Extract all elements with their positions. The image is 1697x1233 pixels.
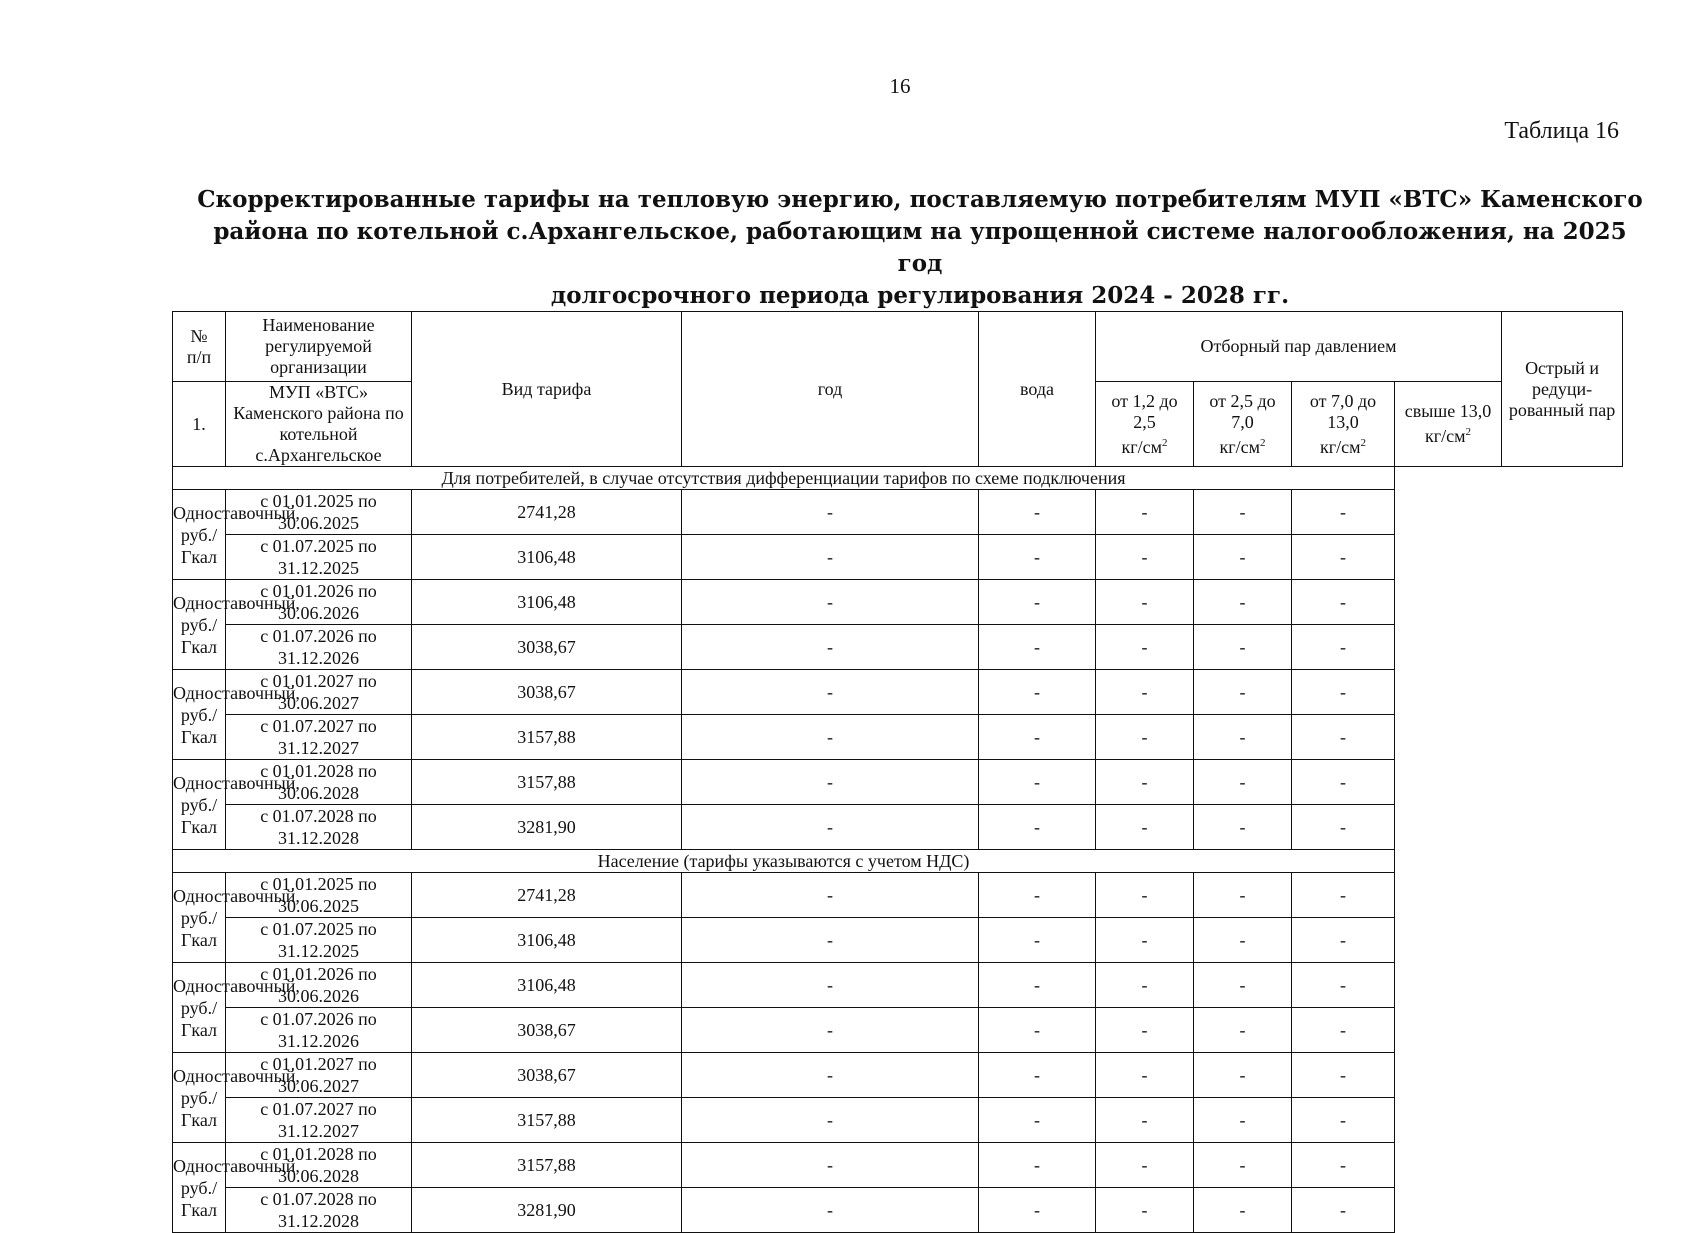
- steam-4-cell: -: [1194, 670, 1292, 715]
- steam-1-cell: -: [682, 490, 979, 535]
- steam-4-cell: -: [1194, 490, 1292, 535]
- water-cell: 3038,67: [412, 1008, 682, 1053]
- steam-1-cell: -: [682, 963, 979, 1008]
- steam-3-cell: -: [1096, 805, 1194, 850]
- sharp-steam-cell: -: [1292, 805, 1395, 850]
- steam-4-cell: -: [1194, 805, 1292, 850]
- unit-sup: 2: [1260, 436, 1266, 449]
- sharp-steam-cell: -: [1292, 1188, 1395, 1233]
- steam-2-cell: -: [979, 805, 1096, 850]
- table-row: [173, 918, 1623, 963]
- table-row: [173, 625, 1623, 670]
- steam-range: от 1,2 до 2,5: [1111, 390, 1178, 432]
- water-cell: 3106,48: [412, 580, 682, 625]
- sharp-steam-cell: -: [1292, 535, 1395, 580]
- steam-3-cell: -: [1096, 625, 1194, 670]
- section-title: Для потребителей, в случае отсутствия дифференциации тарифов по схеме подключения: [173, 467, 1395, 490]
- steam-1-cell: -: [682, 1098, 979, 1143]
- period-cell: с 01.07.2025 по 31.12.2025: [226, 918, 412, 963]
- steam-2-cell: -: [979, 873, 1096, 918]
- steam-2-cell: -: [979, 535, 1096, 580]
- steam-2-cell: -: [979, 918, 1096, 963]
- steam-1-cell: -: [682, 715, 979, 760]
- steam-range: от 2,5 до 7,0: [1209, 390, 1276, 432]
- water-cell: 3157,88: [412, 760, 682, 805]
- water-cell: 3281,90: [412, 805, 682, 850]
- steam-unit: [1196, 433, 1289, 458]
- tariff-type-cell: Одноставочный, руб./Гкал: [173, 580, 226, 670]
- steam-3-cell: -: [1096, 1008, 1194, 1053]
- header-steam-3: [1292, 382, 1395, 467]
- table-body: [173, 467, 1623, 1233]
- tariff-type-cell: Одноставочный, руб./Гкал: [173, 873, 226, 963]
- document-title: [190, 184, 1650, 312]
- table-row: [173, 1143, 1623, 1188]
- steam-3-cell: -: [1096, 535, 1194, 580]
- sharp-steam-cell: -: [1292, 918, 1395, 963]
- unit-text: кг/см: [1219, 436, 1260, 457]
- steam-2-cell: -: [979, 715, 1096, 760]
- sharp-steam-cell: -: [1292, 1143, 1395, 1188]
- steam-1-cell: -: [682, 1008, 979, 1053]
- steam-3-cell: -: [1096, 873, 1194, 918]
- steam-range: свыше 13,0: [1404, 401, 1492, 421]
- steam-4-cell: -: [1194, 580, 1292, 625]
- table-row: [173, 490, 1623, 535]
- header-steam-group: Отборный пар давлением: [1096, 312, 1502, 382]
- unit-text: кг/см: [1425, 426, 1466, 446]
- steam-4-cell: -: [1194, 715, 1292, 760]
- row-number: 1.: [173, 382, 226, 467]
- table-row: [173, 1008, 1623, 1053]
- water-cell: 3157,88: [412, 1143, 682, 1188]
- steam-3-cell: -: [1096, 670, 1194, 715]
- water-cell: 3038,67: [412, 1053, 682, 1098]
- steam-2-cell: -: [979, 760, 1096, 805]
- steam-4-cell: -: [1194, 918, 1292, 963]
- water-cell: 3038,67: [412, 625, 682, 670]
- period-cell: с 01.07.2027 по 31.12.2027: [226, 715, 412, 760]
- steam-2-cell: -: [979, 580, 1096, 625]
- steam-range: от 7,0 до 13,0: [1309, 390, 1377, 432]
- water-cell: 3281,90: [412, 1188, 682, 1233]
- steam-3-cell: -: [1096, 1143, 1194, 1188]
- header-sharp-steam: Острый и редуци-рованный пар: [1502, 312, 1623, 467]
- steam-3-cell: -: [1096, 1098, 1194, 1143]
- table-row: [173, 580, 1623, 625]
- table-label: Таблица 16: [1504, 118, 1619, 144]
- sharp-steam-cell: -: [1292, 1008, 1395, 1053]
- steam-1-cell: -: [682, 1188, 979, 1233]
- unit-text: кг/см: [1121, 436, 1162, 457]
- steam-4-cell: -: [1194, 1053, 1292, 1098]
- sharp-steam-cell: -: [1292, 760, 1395, 805]
- steam-2-cell: -: [979, 1188, 1096, 1233]
- sharp-steam-cell: -: [1292, 580, 1395, 625]
- header-year: год: [682, 312, 979, 467]
- steam-4-cell: -: [1194, 1008, 1292, 1053]
- table-row: [173, 535, 1623, 580]
- steam-3-cell: -: [1096, 918, 1194, 963]
- unit-text: кг/см: [1319, 436, 1361, 457]
- tariff-type-cell: Одноставочный, руб./Гкал: [173, 760, 226, 850]
- sharp-steam-cell: -: [1292, 490, 1395, 535]
- water-cell: 3106,48: [412, 963, 682, 1008]
- steam-3-cell: -: [1096, 760, 1194, 805]
- sharp-steam-cell: -: [1292, 873, 1395, 918]
- title-line: долгосрочного периода регулирования 2024 - 2028 гг.: [550, 282, 1290, 309]
- steam-3-cell: -: [1096, 580, 1194, 625]
- page-number: 16: [889, 74, 911, 98]
- sharp-steam-cell: -: [1292, 625, 1395, 670]
- table-row: [173, 1053, 1623, 1098]
- steam-1-cell: -: [682, 918, 979, 963]
- table-row: [173, 873, 1623, 918]
- period-cell: с 01.01.2028 по 30.06.2028: [226, 1143, 412, 1188]
- tariff-type-cell: Одноставочный, руб./Гкал: [173, 670, 226, 760]
- header-org-name: Наименование регулируемой организации: [226, 312, 412, 382]
- period-cell: с 01.07.2028 по 31.12.2028: [226, 1188, 412, 1233]
- tariff-table: [172, 311, 1623, 1233]
- steam-unit: [1098, 433, 1191, 458]
- water-cell: 3038,67: [412, 670, 682, 715]
- tariff-type-cell: Одноставочный, руб./Гкал: [173, 963, 226, 1053]
- header-water: вода: [979, 312, 1096, 467]
- sharp-steam-cell: -: [1292, 715, 1395, 760]
- period-cell: с 01.07.2027 по 31.12.2027: [226, 1098, 412, 1143]
- steam-3-cell: -: [1096, 963, 1194, 1008]
- steam-1-cell: -: [682, 1053, 979, 1098]
- steam-1-cell: -: [682, 805, 979, 850]
- water-cell: 2741,28: [412, 873, 682, 918]
- sharp-steam-cell: -: [1292, 670, 1395, 715]
- steam-2-cell: -: [979, 670, 1096, 715]
- steam-1-cell: -: [682, 580, 979, 625]
- steam-2-cell: -: [979, 1008, 1096, 1053]
- table-row: [173, 805, 1623, 850]
- steam-4-cell: -: [1194, 1098, 1292, 1143]
- steam-4-cell: -: [1194, 1188, 1292, 1233]
- header-num: [173, 312, 226, 382]
- water-cell: 3157,88: [412, 715, 682, 760]
- steam-1-cell: -: [682, 760, 979, 805]
- period-cell: с 01.07.2025 по 31.12.2025: [226, 535, 412, 580]
- header-steam-2: [1194, 382, 1292, 467]
- period-cell: с 01.01.2026 по 30.06.2026: [226, 580, 412, 625]
- unit-sup: 2: [1360, 436, 1366, 449]
- header-steam-1: [1096, 382, 1194, 467]
- period-cell: с 01.01.2027 по 30.06.2027: [226, 670, 412, 715]
- steam-4-cell: -: [1194, 760, 1292, 805]
- steam-4-cell: -: [1194, 963, 1292, 1008]
- steam-4-cell: -: [1194, 625, 1292, 670]
- table-row: [173, 670, 1623, 715]
- steam-unit: [1294, 433, 1392, 458]
- steam-1-cell: -: [682, 535, 979, 580]
- tariff-type-cell: Одноставочный, руб./Гкал: [173, 1143, 226, 1233]
- header-tariff-type: Вид тарифа: [412, 312, 682, 467]
- tariff-type-cell: Одноставочный, руб./Гкал: [173, 490, 226, 580]
- steam-1-cell: -: [682, 670, 979, 715]
- header-steam-4: [1395, 382, 1502, 467]
- tariff-type-cell: Одноставочный, руб./Гкал: [173, 1053, 226, 1143]
- table-row: [173, 715, 1623, 760]
- steam-4-cell: -: [1194, 535, 1292, 580]
- steam-3-cell: -: [1096, 715, 1194, 760]
- steam-1-cell: -: [682, 873, 979, 918]
- org-name-cell: МУП «ВТС» Каменского района по котельной с.Архангельское: [226, 382, 412, 467]
- steam-4-cell: -: [1194, 1143, 1292, 1188]
- steam-1-cell: -: [682, 625, 979, 670]
- steam-3-cell: -: [1096, 1053, 1194, 1098]
- period-cell: с 01.01.2025 по 30.06.2025: [226, 873, 412, 918]
- period-cell: с 01.01.2027 по 30.06.2027: [226, 1053, 412, 1098]
- title-line: Скорректированные тарифы на тепловую энергию, поставляемую потребителям МУП «ВТС» Каменского: [197, 186, 1643, 213]
- steam-2-cell: -: [979, 1053, 1096, 1098]
- steam-2-cell: -: [979, 963, 1096, 1008]
- water-cell: 2741,28: [412, 490, 682, 535]
- header-num-symbol: №: [190, 325, 208, 346]
- sharp-steam-cell: -: [1292, 1098, 1395, 1143]
- header-num-abbrev: п/п: [186, 346, 212, 367]
- unit-sup: 2: [1465, 426, 1472, 438]
- steam-3-cell: -: [1096, 1188, 1194, 1233]
- sharp-steam-cell: -: [1292, 1053, 1395, 1098]
- title-line: района по котельной с.Архангельское, работающим на упрощенной системе налогообложения, на 2025 год: [213, 218, 1627, 277]
- steam-4-cell: -: [1194, 873, 1292, 918]
- period-cell: с 01.01.2026 по 30.06.2026: [226, 963, 412, 1008]
- steam-1-cell: -: [682, 1143, 979, 1188]
- table-row: [173, 760, 1623, 805]
- unit-sup: 2: [1162, 436, 1168, 449]
- period-cell: с 01.01.2028 по 30.06.2028: [226, 760, 412, 805]
- steam-2-cell: -: [979, 1143, 1096, 1188]
- steam-2-cell: -: [979, 625, 1096, 670]
- sharp-steam-cell: -: [1292, 963, 1395, 1008]
- steam-unit: [1397, 422, 1499, 447]
- section-title: Население (тарифы указываются с учетом НДС): [173, 850, 1395, 873]
- period-cell: с 01.01.2025 по 30.06.2025: [226, 490, 412, 535]
- table-row: [173, 963, 1623, 1008]
- period-cell: с 01.07.2028 по 31.12.2028: [226, 805, 412, 850]
- period-cell: с 01.07.2026 по 31.12.2026: [226, 625, 412, 670]
- steam-3-cell: -: [1096, 490, 1194, 535]
- steam-2-cell: -: [979, 1098, 1096, 1143]
- table-row: [173, 1188, 1623, 1233]
- steam-2-cell: -: [979, 490, 1096, 535]
- water-cell: 3157,88: [412, 1098, 682, 1143]
- water-cell: 3106,48: [412, 918, 682, 963]
- water-cell: 3106,48: [412, 535, 682, 580]
- table-row: [173, 1098, 1623, 1143]
- period-cell: с 01.07.2026 по 31.12.2026: [226, 1008, 412, 1053]
